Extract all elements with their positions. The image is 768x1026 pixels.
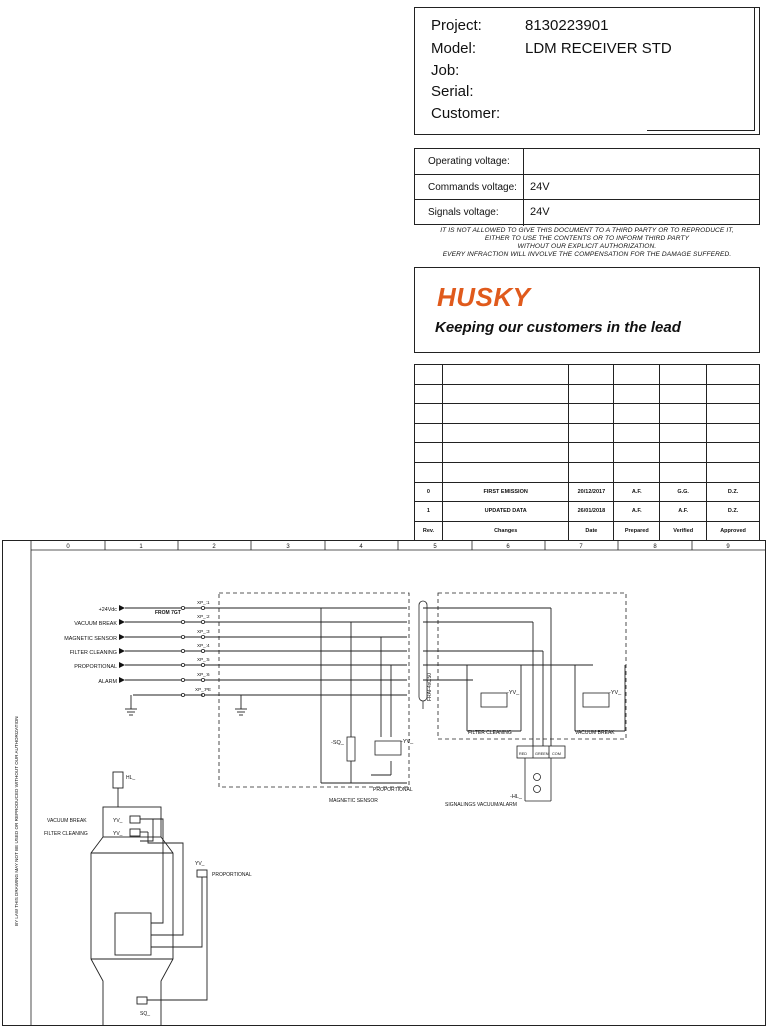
column-number: 9	[726, 544, 730, 550]
wiring-schematic	[2, 540, 766, 1026]
vacuum-break-label: VACUUM BREAK	[575, 730, 615, 736]
revision-row-empty	[415, 404, 760, 424]
column-number: 1	[139, 544, 143, 550]
terminal	[181, 620, 184, 623]
terminal-label: XP_:3	[197, 629, 210, 634]
terminal-label: XP_:2	[197, 614, 210, 619]
column-number: 3	[286, 544, 290, 550]
terminal-label: XP_:1	[197, 600, 210, 605]
revision-row-empty	[415, 384, 760, 404]
cable-label: FRAF4x0.50	[427, 672, 433, 701]
notice-line: WITHOUT OUR EXPLICIT AUTHORIZATION.	[517, 243, 657, 250]
job-label: Job:	[431, 62, 460, 79]
terminal	[201, 606, 204, 609]
rev-number: 0	[415, 482, 443, 502]
device-yv-label: YV_	[195, 861, 205, 867]
column-number: 4	[359, 544, 363, 550]
input-label-vacuum-break: VACUUM BREAK	[74, 621, 117, 627]
revision-header-row	[415, 521, 760, 541]
rev-changes: FIRST EMISSION	[442, 482, 569, 502]
notice-line: EITHER TO USE THE CONTENTS OR TO INFORM THIRD PARTY	[484, 235, 690, 242]
terminal	[181, 649, 184, 652]
sq-block-icon	[137, 997, 147, 1004]
yv-block-icon	[130, 816, 140, 823]
arrow-icon	[119, 662, 125, 668]
schematic-drawing	[3, 541, 765, 1025]
input-label-proportional: PROPORTIONAL	[74, 664, 117, 670]
company-logo-box	[414, 267, 760, 353]
valve-solenoids	[481, 693, 609, 707]
lamp-wire-label: COM	[552, 752, 561, 756]
terminal-label: XP_:6	[197, 672, 210, 677]
device-head	[103, 807, 161, 837]
project-info-box	[414, 7, 760, 135]
wire	[147, 877, 207, 1000]
voltage-divider	[523, 175, 524, 200]
column-number: 6	[506, 544, 510, 550]
column-number: 7	[579, 544, 583, 550]
arrow-icon	[119, 677, 125, 683]
column-number: 2	[212, 544, 216, 550]
hl-lamp-icon	[113, 772, 123, 788]
arrow-icon	[119, 634, 125, 640]
wire	[140, 819, 153, 841]
revision-row	[415, 502, 760, 522]
receiver-device	[91, 772, 207, 1025]
commands-voltage-value: 24V	[530, 180, 550, 193]
device-yv-label: YV_	[113, 831, 123, 837]
copyright-notice	[414, 227, 760, 259]
input-label-magnetic-sensor: MAGNETIC SENSOR	[64, 636, 117, 642]
lamp-wire-label: RED	[519, 752, 528, 756]
terminal	[201, 663, 204, 666]
voltage-divider	[523, 200, 524, 226]
device-filter-cleaning-label: FILTER CLEANING	[44, 831, 88, 837]
yv-label: -YV_	[401, 739, 414, 745]
terminal-label: XP_:5	[197, 657, 210, 662]
proportional-group	[347, 737, 401, 761]
signals-voltage-label: Signals voltage:	[428, 207, 499, 219]
column-number: 0	[66, 544, 70, 550]
input-arrows	[119, 605, 125, 683]
commands-voltage-label: Commands voltage:	[428, 181, 517, 193]
project-label: Project:	[431, 17, 482, 34]
terminal	[201, 649, 204, 652]
terminal	[201, 678, 204, 681]
arrow-icon	[119, 605, 125, 611]
yv-filter-cleaning-icon	[481, 693, 507, 707]
device-module	[115, 913, 151, 955]
project-box-edge	[754, 8, 755, 131]
terminal-label: XP_:4	[197, 643, 210, 648]
yv-solenoid-icon	[375, 741, 401, 755]
proportional-label: PROPORTIONAL	[373, 787, 413, 793]
from-label: FROM 7GT	[155, 610, 181, 616]
filter-cleaning-label: FILTER CLEANING	[468, 730, 512, 736]
terminal	[201, 620, 204, 623]
rev-number: 1	[415, 502, 443, 522]
signals-voltage-value: 24V	[530, 206, 550, 219]
operating-voltage-row	[415, 149, 759, 175]
rev-approved: D.Z.	[707, 502, 760, 522]
valve-enclosure	[438, 593, 626, 739]
rev-header: Verified	[660, 521, 707, 541]
device-proportional-label: PROPORTIONAL	[212, 872, 252, 878]
notice-line: IT IS NOT ALLOWED TO GIVE THIS DOCUMENT TO A THIRD PARTY OR TO REPRODUCE IT,	[440, 227, 734, 234]
arrow-icon	[119, 619, 125, 625]
wire	[151, 877, 202, 947]
input-label-filter-cleaning: FILTER CLEANING	[69, 650, 117, 656]
rev-verified: A.F.	[660, 502, 707, 522]
rev-approved: D.Z.	[707, 482, 760, 502]
device-sq-label: SQ_	[140, 1011, 151, 1017]
rev-header: Approved	[707, 521, 760, 541]
logo-tagline: Keeping our customers in the lead	[435, 319, 681, 336]
device-yv-label: YV_	[113, 818, 123, 824]
input-label-alarm: ALARM	[98, 679, 117, 685]
rev-date: 26/01/2018	[569, 502, 614, 522]
device-hl-label: HL_	[126, 775, 136, 781]
revision-row-empty	[415, 443, 760, 463]
commands-voltage-row	[415, 175, 759, 201]
terminal	[201, 635, 204, 638]
yv-block-icon	[197, 870, 207, 877]
project-box-divider	[647, 130, 755, 131]
lamp-wire-label: GREEN	[535, 752, 549, 756]
revision-row-empty	[415, 423, 760, 443]
yv-label: -YV_	[609, 690, 622, 696]
terminal	[181, 678, 184, 681]
signals-voltage-row	[415, 200, 759, 226]
cable	[419, 601, 427, 709]
hl-label: -HL_	[510, 794, 522, 800]
yv-label: -YV_	[507, 690, 520, 696]
yv-vacuum-break-icon	[583, 693, 609, 707]
rev-header: Rev.	[415, 521, 443, 541]
signalings-label: SIGNALINGS VACUUM/ALARM	[445, 802, 517, 808]
ground-symbols	[125, 695, 247, 715]
model-value: LDM RECEIVER STD	[525, 40, 672, 57]
sq-sensor-icon	[347, 737, 355, 761]
side-legal-note: BY LAW THIS DRAWING MAY NOT BE USED OR REPRODUCED WITHOUT OUR AUTHORIZATION	[14, 716, 19, 926]
terminal	[181, 635, 184, 638]
sq-label: -SQ_	[331, 740, 344, 746]
rev-prepared: A.F.	[614, 502, 660, 522]
rev-header: Prepared	[614, 521, 660, 541]
lamp-icon	[534, 774, 541, 781]
husky-logo: HUSKY	[437, 282, 531, 312]
revision-row	[415, 482, 760, 502]
operating-voltage-label: Operating voltage:	[428, 156, 510, 167]
column-number: 8	[653, 544, 657, 550]
revision-row-empty	[415, 462, 760, 482]
project-value: 8130223901	[525, 17, 609, 34]
magnetic-sensor-label: MAGNETIC SENSOR	[329, 798, 378, 804]
device-vacuum-break-label: VACUUM BREAK	[47, 818, 87, 824]
notice-line: EVERY INFRACTION WILL INVOLVE THE COMPENSATION FOR THE DAMAGE SUFFERED.	[442, 251, 732, 258]
terminal	[181, 606, 184, 609]
terminal-label: XP_:PE	[195, 687, 212, 692]
column-number: 5	[433, 544, 437, 550]
rev-date: 20/12/2017	[569, 482, 614, 502]
model-label: Model:	[431, 40, 477, 57]
terminal-strip	[181, 606, 204, 696]
terminal	[181, 663, 184, 666]
rev-header: Changes	[442, 521, 569, 541]
customer-label: Customer:	[431, 105, 501, 122]
rev-changes: UPDATED DATA	[442, 502, 569, 522]
yv-block-icon	[130, 829, 140, 836]
input-label-24vdc: +24Vdc	[98, 607, 117, 613]
voltage-divider	[523, 149, 524, 174]
serial-label: Serial:	[431, 83, 474, 100]
revision-row-empty	[415, 365, 760, 385]
voltage-table	[414, 148, 760, 225]
revision-table	[414, 364, 760, 541]
wire	[148, 832, 183, 935]
lamp-icon	[534, 786, 541, 793]
arrow-icon	[119, 648, 125, 654]
device-body-left	[91, 837, 103, 1025]
rev-header: Date	[569, 521, 614, 541]
rev-prepared: A.F.	[614, 482, 660, 502]
rev-verified: G.G.	[660, 482, 707, 502]
